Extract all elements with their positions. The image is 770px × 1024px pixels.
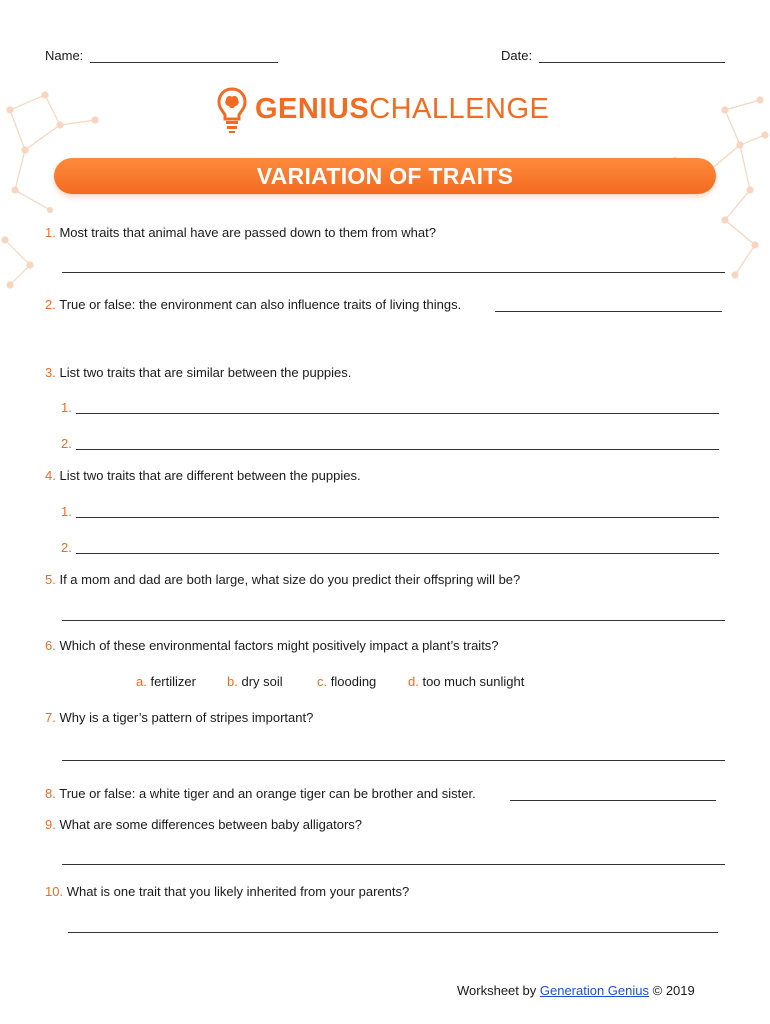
answer-line-2[interactable] (495, 311, 722, 312)
question-text: True or false: the environment can also influence traits of living things. (59, 297, 462, 312)
question-number: 10. (45, 884, 64, 899)
logo-wordmark (255, 92, 549, 126)
question-3 (45, 365, 351, 381)
question-text: What is one trait that you likely inherited from your parents? (66, 884, 410, 899)
sub-item-number: 1. (61, 400, 72, 415)
question-8 (45, 786, 476, 802)
question-text: List two traits that are different between the puppies. (59, 468, 361, 483)
generation-genius-link[interactable]: Generation Genius (539, 983, 649, 998)
worksheet-title: VARIATION OF TRAITS (256, 163, 514, 189)
name-field[interactable] (90, 62, 278, 63)
question-9 (45, 817, 362, 833)
question-text: If a mom and dad are both large, what size do you predict their offspring will be? (59, 572, 521, 587)
sub-item-number: 2. (61, 540, 72, 555)
question-10 (45, 884, 409, 900)
question-text: Which of these environmental factors might positively impact a plant’s traits? (59, 638, 499, 653)
answer-line-3b[interactable] (76, 449, 719, 450)
answer-line-3a[interactable] (76, 413, 719, 414)
question-number: 2. (45, 297, 56, 312)
answer-line-10[interactable] (68, 932, 718, 933)
name-label: Name: (45, 48, 84, 63)
question-number: 4. (45, 468, 56, 483)
question-number: 3. (45, 365, 56, 380)
logo-word-light: CHALLENGE (369, 93, 550, 125)
answer-line-4b[interactable] (76, 553, 719, 554)
question-number: 9. (45, 817, 56, 832)
question-text: True or false: a white tiger and an orange tiger can be brother and sister. (59, 786, 476, 801)
answer-line-5[interactable] (62, 620, 725, 621)
answer-line-8[interactable] (510, 800, 716, 801)
question-4 (45, 468, 361, 484)
question-5 (45, 572, 520, 588)
answer-line-4a[interactable] (76, 517, 719, 518)
sub-item-number: 2. (61, 436, 72, 451)
title-banner (54, 158, 716, 194)
question-number: 7. (45, 710, 56, 725)
question-number: 6. (45, 638, 56, 653)
lightbulb-brain-icon (216, 86, 248, 134)
sub-item-number: 1. (61, 504, 72, 519)
option-a[interactable]: a. fertilizer (136, 674, 196, 689)
question-text: List two traits that are similar between the puppies. (59, 365, 352, 380)
question-number: 1. (45, 225, 56, 240)
question-7 (45, 710, 313, 726)
question-text: Why is a tiger’s pattern of stripes important? (59, 710, 314, 725)
option-c[interactable]: c. flooding (317, 674, 377, 689)
option-d[interactable]: d. too much sunlight (408, 674, 525, 689)
answer-line-1[interactable] (62, 272, 725, 273)
question-number: 5. (45, 572, 56, 587)
question-6 (45, 638, 499, 654)
question-1 (45, 225, 436, 241)
footer-credit: Worksheet by Generation Genius © 2019 (457, 983, 695, 998)
question-2 (45, 297, 461, 313)
option-b[interactable]: b. dry soil (227, 674, 283, 689)
logo-word-bold: GENIUS (255, 93, 370, 125)
answer-line-7[interactable] (62, 760, 725, 761)
question-number: 8. (45, 786, 56, 801)
question-text: What are some differences between baby alligators? (59, 817, 363, 832)
date-field[interactable] (539, 62, 725, 63)
question-text: Most traits that animal have are passed down to them from what? (59, 225, 436, 240)
answer-line-9[interactable] (62, 864, 725, 865)
date-label: Date: (501, 48, 533, 63)
